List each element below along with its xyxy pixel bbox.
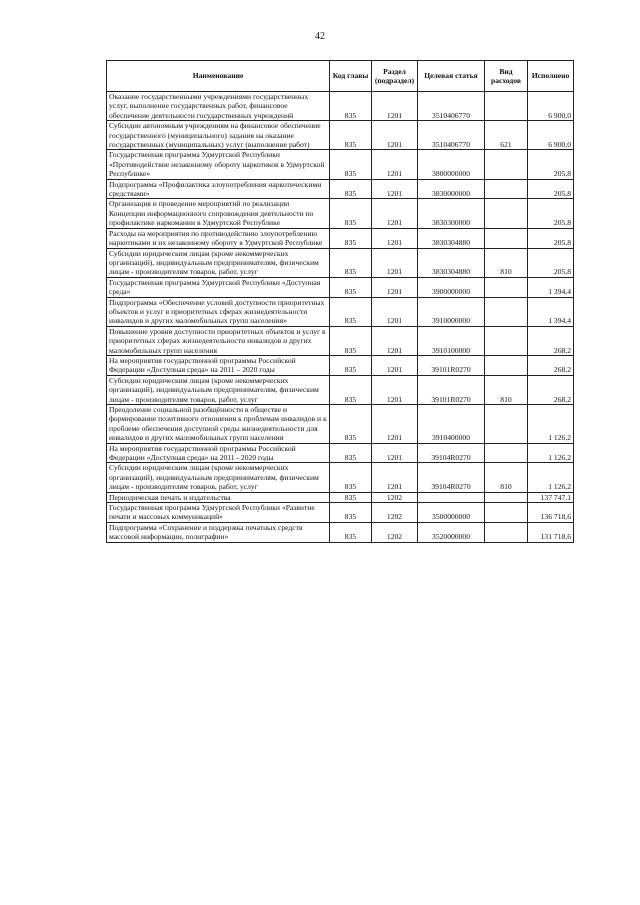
table-header-row	[107, 61, 574, 92]
cell-amount: 205,8	[528, 228, 574, 248]
table-row	[107, 179, 574, 199]
header-type: Вид расходов	[485, 61, 528, 92]
cell-type	[485, 228, 528, 248]
cell-code: 835	[330, 522, 372, 542]
cell-type	[485, 326, 528, 355]
cell-section: 1201	[372, 405, 418, 444]
cell-type	[485, 492, 528, 502]
table-row	[107, 503, 574, 523]
cell-code: 835	[330, 150, 372, 179]
cell-code: 835	[330, 228, 372, 248]
cell-type: 621	[485, 121, 528, 150]
cell-target: 3520000000	[418, 522, 485, 542]
table-row	[107, 355, 574, 375]
cell-name: Оказание государственными учреждениями государственных услуг, выполнение государственных работ, финансовое обеспечение деятельности государственных учреждений	[107, 92, 330, 121]
cell-section: 1201	[372, 228, 418, 248]
cell-code: 835	[330, 121, 372, 150]
cell-amount: 205,8	[528, 179, 574, 199]
table-row	[107, 297, 574, 326]
table-row	[107, 375, 574, 404]
cell-name: На мероприятия государственной программы Российской Федерации «Доступная среда» на 2011 - 2020 годы	[107, 443, 330, 463]
cell-section: 1202	[372, 503, 418, 523]
cell-name: Расходы на мероприятия по противодействию злоупотреблению наркотиками и их незаконному обороту в Удмуртской Республике	[107, 228, 330, 248]
cell-name: Субсидии юридическим лицам (кроме некоммерческих организаций), индивидуальным предпринимателям, физическим лицам - производителям товаров, работ, услуг	[107, 248, 330, 277]
cell-type	[485, 443, 528, 463]
cell-amount: 131 718,6	[528, 522, 574, 542]
table-row	[107, 405, 574, 444]
table-row	[107, 492, 574, 502]
cell-target: 3500000000	[418, 503, 485, 523]
cell-amount: 137 747,1	[528, 492, 574, 502]
cell-name: Организация и проведение мероприятий по реализации Концепции информационного сопровождения деятельности по профилактике наркомании в Удмуртской Республике	[107, 199, 330, 228]
cell-amount: 1 126,2	[528, 405, 574, 444]
table-row	[107, 248, 574, 277]
cell-target: 3910100000	[418, 326, 485, 355]
cell-amount: 205,8	[528, 150, 574, 179]
cell-amount: 1 394,4	[528, 277, 574, 297]
cell-type: 810	[485, 248, 528, 277]
cell-code: 835	[330, 492, 372, 502]
cell-amount: 268,2	[528, 326, 574, 355]
table-row	[107, 121, 574, 150]
cell-name: На мероприятия государственной программы Российской Федерации «Доступная среда» на 2011 – 2020 годы	[107, 355, 330, 375]
cell-name: Подпрограмма «Обеспечение условий доступности приоритетных объектов и услуг в приоритетных сферах жизнедеятельности инвалидов и других маломобильных групп населения»	[107, 297, 330, 326]
cell-code: 835	[330, 277, 372, 297]
cell-type	[485, 355, 528, 375]
cell-name: Государственная программа Удмуртской Республики «Доступная среда»	[107, 277, 330, 297]
cell-type	[485, 405, 528, 444]
cell-amount: 205,8	[528, 199, 574, 228]
cell-target: 3900000000	[418, 277, 485, 297]
cell-amount: 1 126,2	[528, 443, 574, 463]
cell-name: Подпрограмма «Сохранение и поддержка печатных средств массовой информации, полиграфии»	[107, 522, 330, 542]
table-row	[107, 443, 574, 463]
cell-code: 835	[330, 179, 372, 199]
cell-type	[485, 150, 528, 179]
cell-section: 1201	[372, 92, 418, 121]
cell-target: 39104R0270	[418, 463, 485, 492]
cell-section: 1201	[372, 463, 418, 492]
cell-target: 3830304880	[418, 248, 485, 277]
cell-code: 835	[330, 199, 372, 228]
cell-target: 39101R0270	[418, 355, 485, 375]
cell-type	[485, 199, 528, 228]
cell-code: 835	[330, 355, 372, 375]
cell-name: Субсидии автономным учреждениям на финансовое обеспечение государственного (муниципального) задания на оказание государственных (муниципальных) услуг (выполнение работ)	[107, 121, 330, 150]
cell-target: 3830300000	[418, 199, 485, 228]
cell-amount: 6 900,0	[528, 121, 574, 150]
cell-section: 1201	[372, 179, 418, 199]
cell-code: 835	[330, 248, 372, 277]
cell-target: 3510406770	[418, 92, 485, 121]
cell-amount: 268,2	[528, 375, 574, 404]
header-target: Целевая статья	[418, 61, 485, 92]
table-row	[107, 199, 574, 228]
table-row	[107, 326, 574, 355]
cell-name: Преодоление социальной разобщённости в обществе и формирование позитивного отношения к проблемам инвалидов и к проблеме обеспечения доступной среды жизнедеятельности для инвалидов и других маломобильных групп населения	[107, 405, 330, 444]
cell-section: 1201	[372, 297, 418, 326]
cell-section: 1201	[372, 199, 418, 228]
cell-target	[418, 492, 485, 502]
cell-code: 835	[330, 443, 372, 463]
cell-name: Субсидии юридическим лицам (кроме некоммерческих организаций), индивидуальным предпринимателям, физическим лицам - производителям товаров, работ, услуг	[107, 375, 330, 404]
cell-section: 1201	[372, 150, 418, 179]
cell-code: 835	[330, 503, 372, 523]
header-section: Раздел (подраздел)	[372, 61, 418, 92]
table-row	[107, 92, 574, 121]
page-number: 42	[315, 31, 325, 42]
table-row	[107, 150, 574, 179]
cell-type	[485, 297, 528, 326]
cell-section: 1201	[372, 277, 418, 297]
cell-code: 835	[330, 405, 372, 444]
cell-amount: 1 126,2	[528, 463, 574, 492]
cell-type: 810	[485, 375, 528, 404]
cell-name: Повышение уровня доступности приоритетных объектов и услуг в приоритетных сферах жизнедеятельности инвалидов и других маломобильных групп населения	[107, 326, 330, 355]
cell-type	[485, 92, 528, 121]
cell-code: 835	[330, 463, 372, 492]
table-row	[107, 463, 574, 492]
cell-code: 835	[330, 297, 372, 326]
cell-amount: 205,8	[528, 248, 574, 277]
cell-code: 835	[330, 92, 372, 121]
expenditure-table	[106, 60, 574, 543]
cell-section: 1202	[372, 522, 418, 542]
cell-code: 835	[330, 326, 372, 355]
cell-amount: 136 718,6	[528, 503, 574, 523]
header-name: Наименование	[107, 61, 330, 92]
cell-section: 1201	[372, 375, 418, 404]
cell-name: Подпрограмма «Профилактика злоупотребления наркотическими средствами»	[107, 179, 330, 199]
table-body	[107, 92, 574, 543]
cell-target: 39104R0270	[418, 443, 485, 463]
cell-section: 1201	[372, 443, 418, 463]
cell-type	[485, 503, 528, 523]
cell-name: Субсидии юридическим лицам (кроме некоммерческих организаций), индивидуальным предпринимателям, физическим лицам - производителям товаров, работ, услуг	[107, 463, 330, 492]
cell-target: 3800000000	[418, 150, 485, 179]
cell-target: 3830304880	[418, 228, 485, 248]
header-code: Код главы	[330, 61, 372, 92]
cell-name: Государственная программа Удмуртской Республики «Развитие печати и массовых коммуникаций»	[107, 503, 330, 523]
cell-target: 3510406770	[418, 121, 485, 150]
cell-code: 835	[330, 375, 372, 404]
cell-section: 1201	[372, 326, 418, 355]
cell-target: 39101R0270	[418, 375, 485, 404]
cell-name: Государственная программа Удмуртской Республики «Противодействие незаконному обороту наркотиков в Удмуртской Республике»	[107, 150, 330, 179]
cell-target: 3910400000	[418, 405, 485, 444]
cell-section: 1201	[372, 121, 418, 150]
cell-amount: 6 900,0	[528, 92, 574, 121]
header-amount: Исполнено	[528, 61, 574, 92]
cell-type	[485, 522, 528, 542]
cell-type: 810	[485, 463, 528, 492]
table-row	[107, 277, 574, 297]
cell-type	[485, 277, 528, 297]
cell-amount: 268,2	[528, 355, 574, 375]
table-row	[107, 228, 574, 248]
cell-section: 1202	[372, 492, 418, 502]
cell-section: 1201	[372, 355, 418, 375]
cell-section: 1201	[372, 248, 418, 277]
cell-target: 3830000000	[418, 179, 485, 199]
cell-name: Периодическая печать и издательства	[107, 492, 330, 502]
table-row	[107, 522, 574, 542]
cell-type	[485, 179, 528, 199]
cell-amount: 1 394,4	[528, 297, 574, 326]
cell-target: 3910000000	[418, 297, 485, 326]
